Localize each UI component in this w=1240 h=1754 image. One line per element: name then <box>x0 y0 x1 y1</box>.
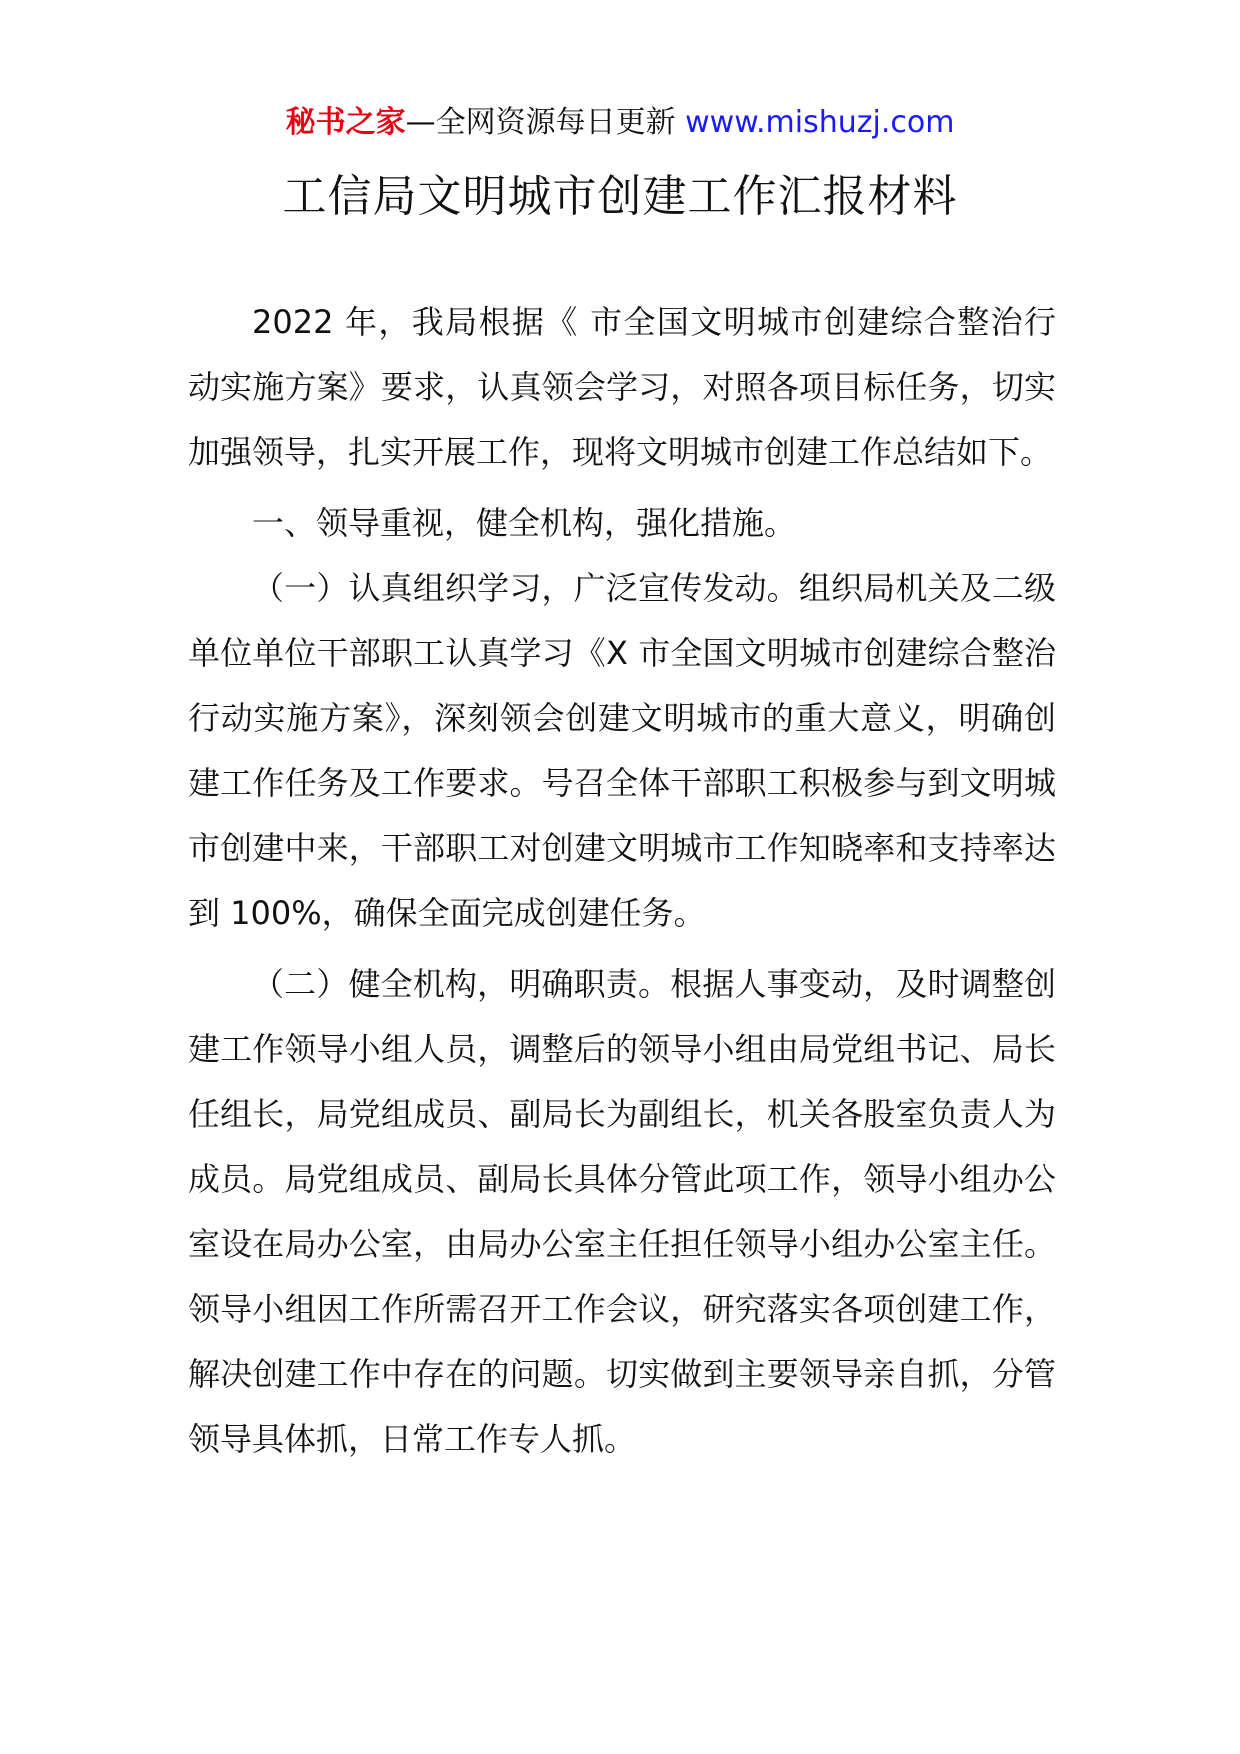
section-heading-1: 一、领导重视，健全机构，强化措施。 <box>252 504 797 542</box>
header-slogan: —全网资源每日更新 <box>405 105 686 140</box>
brand-name: 秘书之家 <box>285 105 406 140</box>
intro-paragraph: 2022 年，我局根据《 市全国文明城市创建综合整治行动实施方案》要求，认真领会学习，对照各项目标任务，切实加强领导，扎实开展工作，现将文明城市创建工作总结如下。 <box>188 303 1056 471</box>
site-link[interactable]: www.mishuzj.com <box>685 105 955 140</box>
subsection-1-paragraph: （一）认真组织学习，广泛宣传发动。组织局机关及二级单位单位干部职工认真学习《X 市全国文明城市创建综合整治行动实施方案》，深刻领会创建文明城市的重大意义，明确创建工作任务及工作要求。号召全体干部职工积极参与到文明城市创建中来，干部职工对创建文明城市工作知晓率和支持率达到 100%，确保全面完成创建任务。 <box>188 569 1056 932</box>
subsection-2-paragraph: （二）健全机构，明确职责。根据人事变动，及时调整创建工作领导小组人员，调整后的领导小组由局党组书记、局长任组长，局党组成员、副局长为副组长，机关各股室负责人为成员。局党组成员、副局长具体分管此项工作，领导小组办公室设在局办公室，由局办公室主任担任领导小组办公室主任。领导小组因工作所需召开工作会议，研究落实各项创建工作，解决创建工作中存在的问题。切实做到主要领导亲自抓，分管领导具体抓，日常工作专人抓。 <box>188 965 1056 1458</box>
site-header <box>0 100 1240 146</box>
document-title: 工信局文明城市创建工作汇报材料 <box>282 171 958 222</box>
document-body <box>188 290 1056 1478</box>
